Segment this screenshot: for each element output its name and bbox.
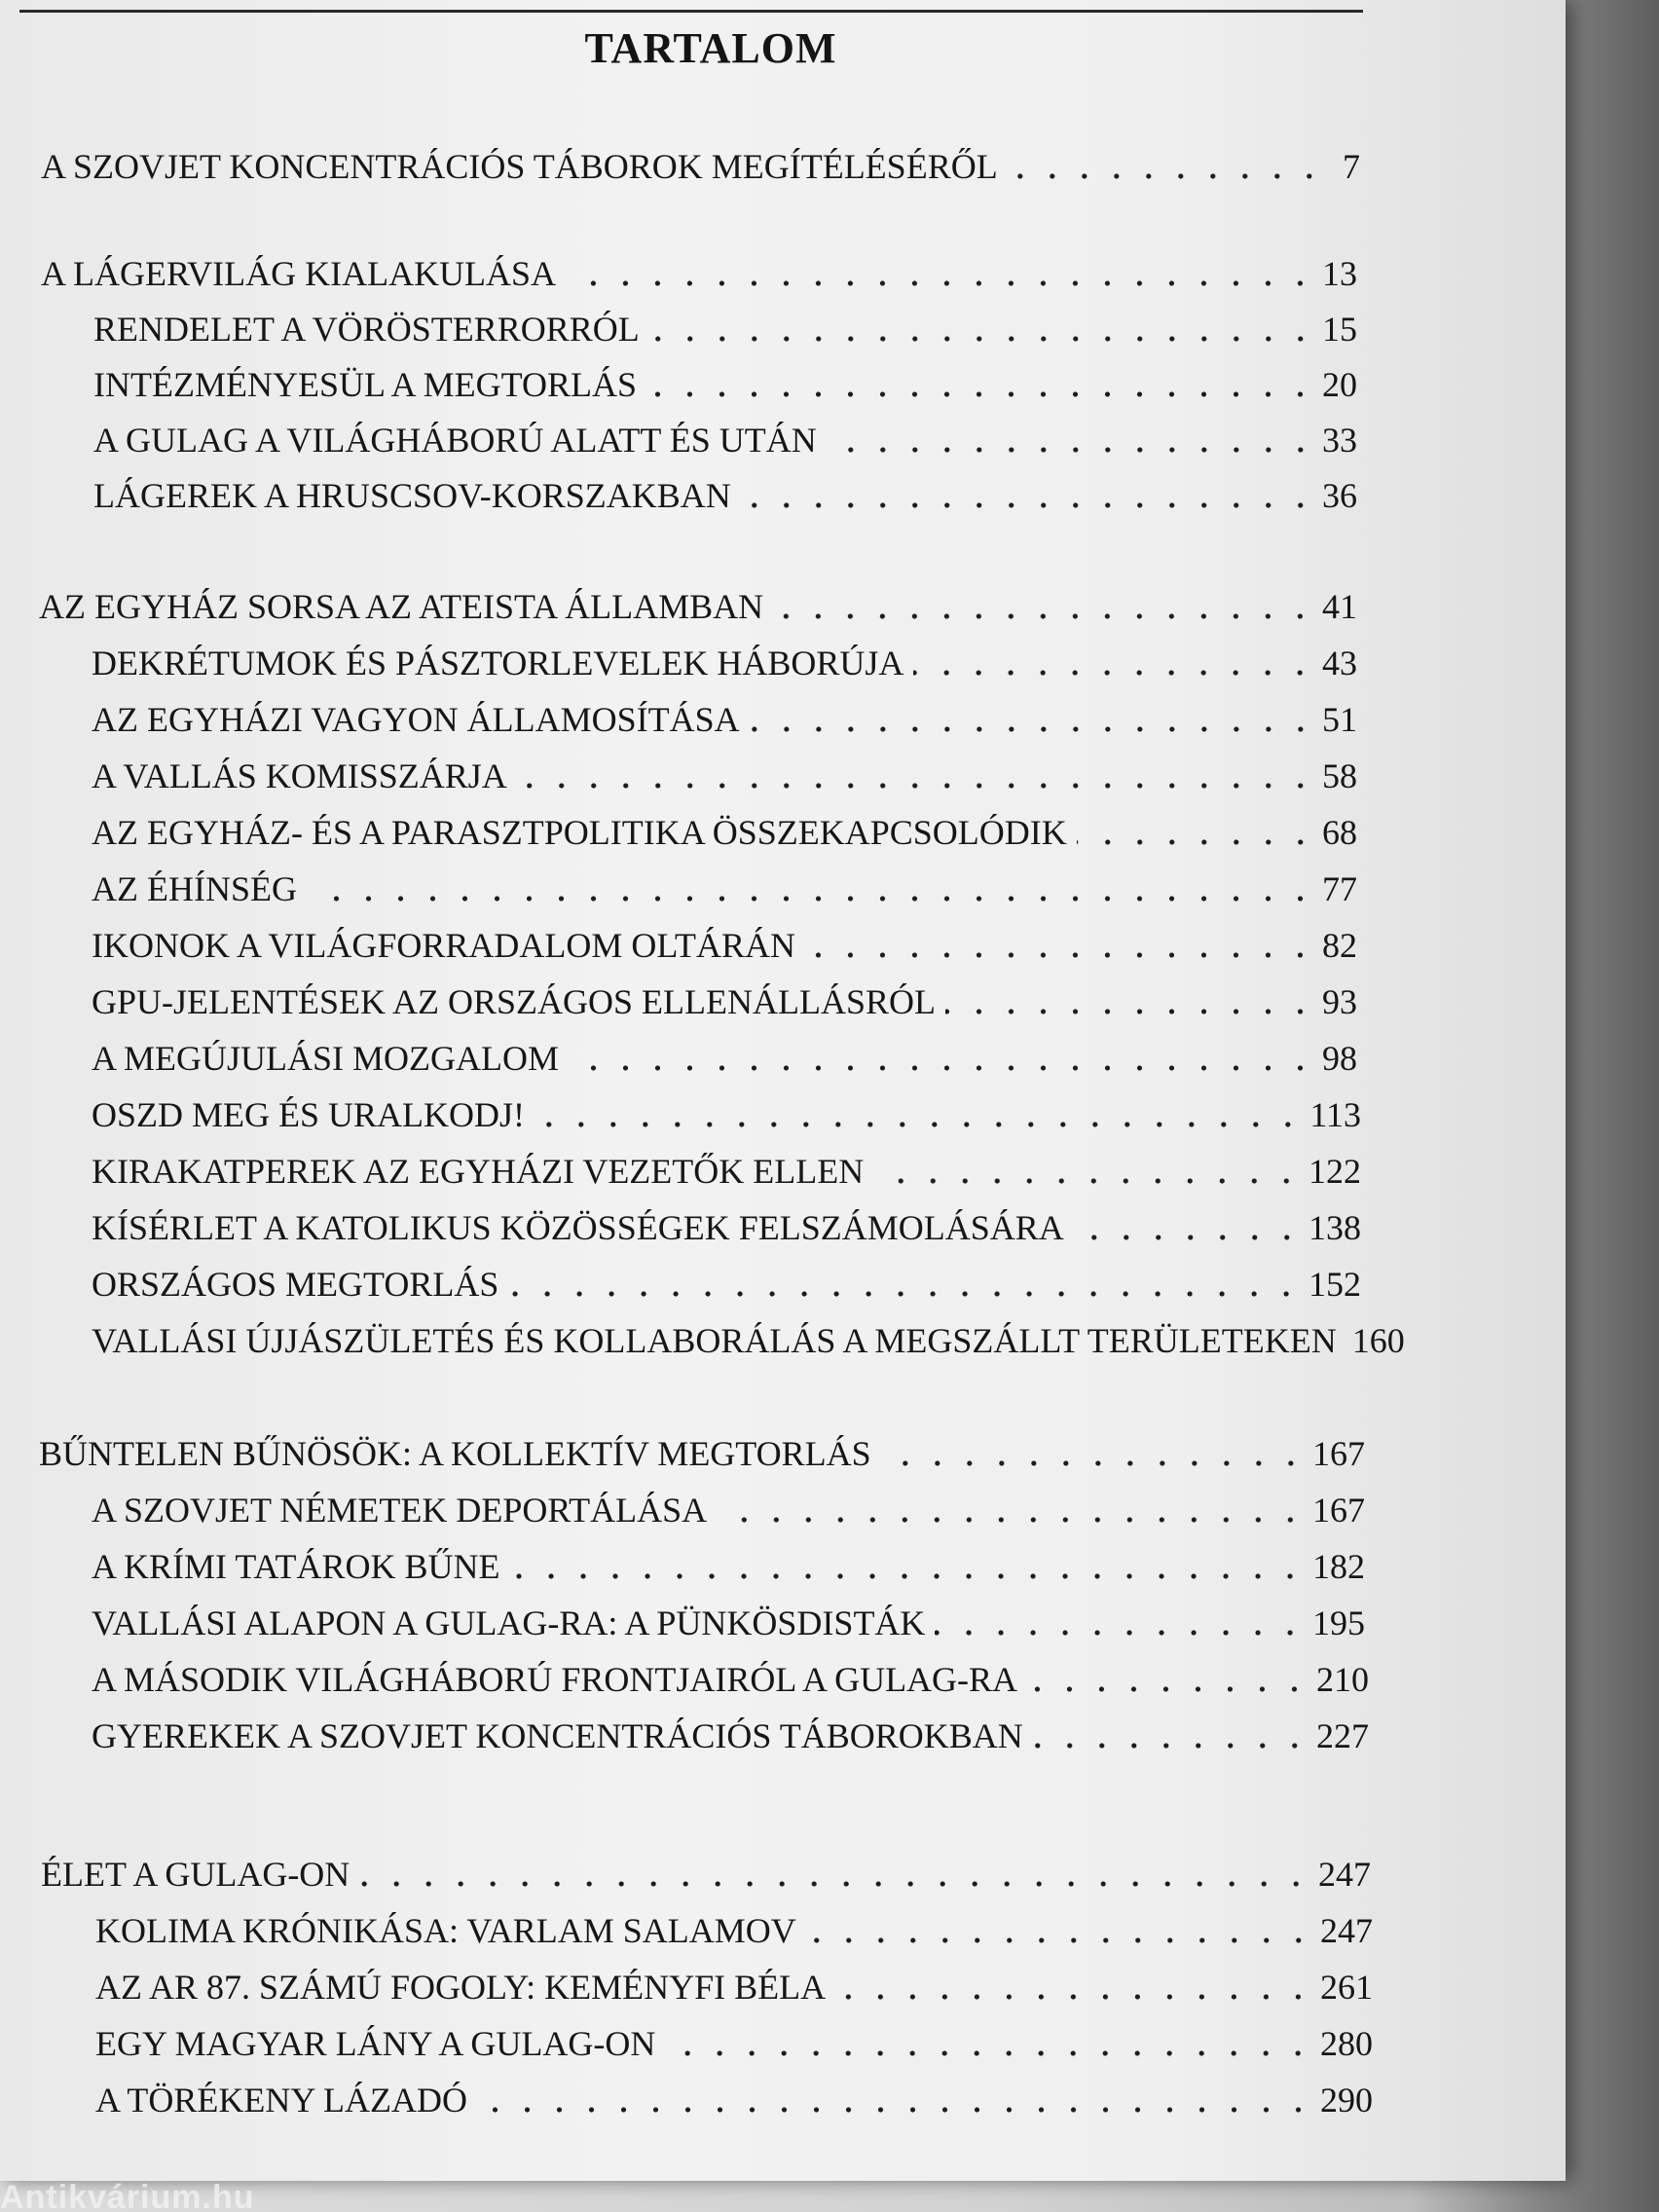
toc-entry-label: RENDELET A VÖRÖSTERRORRÓL [93,310,640,349]
toc-entry [39,582,1357,627]
leader-dots [750,726,1316,732]
toc-entry-label: LÁGEREK A HRUSCSOV-KORSZAKBAN [93,476,731,515]
toc-entry-label: A SZOVJET KONCENTRÁCIÓS TÁBOROK MEGÍTÉLÉSÉRŐL [41,147,998,186]
leader-dots [569,1065,1316,1071]
toc-entry [39,1429,1365,1474]
toc-entry-label: A KRÍMI TATÁROK BŰNE [92,1547,500,1586]
leader-dots [717,1517,1307,1523]
toc-entry [41,1850,1371,1895]
leader-dots [805,952,1316,958]
toc-entry-label: GYEREKEK A SZOVJET KONCENTRÁCIÓS TÁBOROKBAN [92,1716,1023,1755]
leader-dots [913,670,1316,676]
toc-entry [92,639,1357,683]
toc-entry-label: GPU-JELENTÉSEK AZ ORSZÁGOS ELLENÁLLÁSRÓL [92,982,936,1021]
leader-dots [773,613,1316,619]
toc-entry-label: A SZOVJET NÉMETEK DEPORTÁLÁSA [92,1491,708,1530]
toc-entry-label: KOLIMA KRÓNIKÁSA: VARLAM SALAMOV [95,1911,796,1950]
leader-dots [741,502,1316,508]
toc-page-number: 7 [1343,147,1360,186]
toc-page-number: 182 [1312,1547,1365,1586]
leader-dots [935,1630,1307,1636]
leader-dots [646,391,1316,397]
leader-dots [1027,1686,1310,1692]
leader-dots [307,896,1316,902]
toc-entry [93,416,1357,461]
leader-dots [1033,1743,1310,1749]
toc-page-number: 98 [1322,1039,1357,1078]
toc-page-number: 280 [1320,2024,1373,2063]
toc-page-number: 43 [1322,644,1357,682]
toc-page-number: 77 [1322,869,1357,908]
toc-entry [95,1963,1373,2008]
leader-dots [945,1009,1316,1014]
toc-page-number: 138 [1309,1208,1361,1247]
leader-dots [665,2050,1314,2056]
toc-page-number: 160 [1351,1321,1405,1360]
toc-entry-label: A TÖRÉKENY LÁZADÓ [95,2081,467,2120]
toc-entry [95,2076,1373,2120]
toc-page-number: 227 [1316,1716,1369,1755]
toc-entry-label: ÉLET A GULAG-ON [41,1855,350,1894]
toc-entry-label: KIRAKATPEREK AZ EGYHÁZI VEZETŐK ELLEN [92,1152,865,1191]
leader-dots [477,2107,1314,2113]
toc-entry-label: A GULAG A VILÁGHÁBORÚ ALATT ÉS UTÁN [93,421,817,460]
toc-entry [41,142,1360,187]
leader-dots [508,1291,1303,1297]
watermark: Antikvárium.hu [0,2179,255,2212]
toc-entry-label: AZ EGYHÁZI VAGYON ÁLLAMOSÍTÁSA [92,700,740,739]
toc-page-number: 195 [1312,1604,1365,1642]
toc-entry [92,1486,1365,1530]
toc-page-number: 13 [1322,254,1357,293]
toc-entry [93,360,1357,405]
toc-entry-label: INTÉZMÉNYESÜL A MEGTORLÁS [93,365,637,404]
toc-page-number: 33 [1322,421,1357,460]
toc-entry-label: AZ AR 87. SZÁMÚ FOGOLY: KEMÉNYFI BÉLA [95,1968,827,2007]
toc-page-number: 167 [1312,1491,1365,1530]
toc-page-number: 167 [1312,1434,1365,1473]
toc-entry [92,1655,1369,1700]
toc-page-number: 93 [1322,982,1357,1021]
toc-entry [92,1034,1357,1079]
toc-page-number: 20 [1322,365,1357,404]
toc-entry [92,695,1357,740]
toc-entry-label: VALLÁSI ÚJJÁSZÜLETÉS ÉS KOLLABORÁLÁS A MEGSZÁLLT TERÜLETEKEN [92,1321,1337,1360]
toc-entry [93,471,1357,516]
toc-entry [92,1203,1361,1248]
toc-entry [92,921,1357,966]
leader-dots [881,1460,1307,1466]
leader-dots [806,1937,1314,1943]
leader-dots [509,1573,1307,1579]
toc-entry [95,1906,1373,1951]
toc-page-number: 68 [1322,813,1357,852]
toc-entry [92,1316,1405,1361]
toc-entry [92,1712,1369,1756]
leader-dots [873,1178,1303,1184]
toc-entry-label: DEKRÉTUMOK ÉS PÁSZTORLEVELEK HÁBORÚJA [92,644,904,682]
toc-entry [92,977,1357,1022]
leader-dots [1077,839,1316,845]
toc-entry-label: IKONOK A VILÁGFORRADALOM OLTÁRÁN [92,926,796,965]
toc-page-number: 210 [1316,1660,1369,1699]
toc-entry [92,1599,1365,1643]
toc-entry [95,2019,1373,2064]
toc-page-number: 247 [1320,1911,1373,1950]
toc-entry-label: A LÁGERVILÁG KIALAKULÁSA [41,254,557,293]
toc-entry [92,1147,1361,1192]
toc-entry-label: VALLÁSI ALAPON A GULAG-RA: A PÜNKÖSDISTÁK [92,1604,926,1642]
toc-page-number: 261 [1320,1968,1373,2007]
leader-dots [566,280,1316,286]
toc-page-number: 113 [1309,1095,1361,1134]
toc-entry [92,752,1357,796]
leader-dots [1074,1235,1303,1240]
toc-entry-label: A MÁSODIK VILÁGHÁBORÚ FRONTJAIRÓL A GULAG-RA [92,1660,1018,1699]
toc-entry-label: A MEGÚJULÁSI MOZGALOM [92,1039,560,1078]
toc-entry [92,1542,1365,1587]
toc-entry-label: EGY MAGYAR LÁNY A GULAG-ON [95,2024,656,2063]
toc-page-number: 122 [1309,1152,1361,1191]
toc-page-number: 152 [1309,1265,1361,1304]
toc-entry-label: AZ EGYHÁZ SORSA AZ ATEISTA ÁLLAMBAN [39,587,764,626]
toc-page-number: 51 [1322,700,1357,739]
toc-page-number: 41 [1322,587,1357,626]
leader-dots [517,783,1316,789]
leader-dots [649,336,1316,342]
leader-dots [827,447,1316,453]
toc-entry [41,249,1357,294]
toc-page-number: 82 [1322,926,1357,965]
page-title: TARTALOM [584,24,837,72]
toc-entry-label: AZ EGYHÁZ- ÉS A PARASZTPOLITIKA ÖSSZEKAPCSOLÓDIK [92,813,1067,852]
toc-entry [93,305,1357,350]
toc-page-number: 290 [1320,2081,1373,2120]
toc-entry-label: KÍSÉRLET A KATOLIKUS KÖZÖSSÉGEK FELSZÁMOLÁSÁRA [92,1208,1064,1247]
leader-dots [1008,173,1325,179]
leader-dots [835,1994,1314,2000]
leader-dots [535,1122,1304,1127]
leader-dots [359,1881,1312,1887]
toc-page-number: 15 [1322,310,1357,349]
toc-entry-label: ORSZÁGOS MEGTORLÁS [92,1265,499,1304]
toc-entry [92,808,1357,853]
toc-page-number: 36 [1322,476,1357,515]
toc-entry-label: BŰNTELEN BŰNÖSÖK: A KOLLEKTÍV MEGTORLÁS [39,1434,871,1473]
toc-entry-label: OSZD MEG ÉS URALKODJ! [92,1095,526,1134]
toc-entry [92,865,1357,909]
toc-entry [92,1260,1361,1305]
toc-entry [92,1090,1361,1135]
toc-entry-label: A VALLÁS KOMISSZÁRJA [92,756,507,795]
toc-page-number: 58 [1322,756,1357,795]
toc-page-number: 247 [1318,1855,1371,1894]
toc-entry-label: AZ ÉHÍNSÉG [92,869,297,908]
